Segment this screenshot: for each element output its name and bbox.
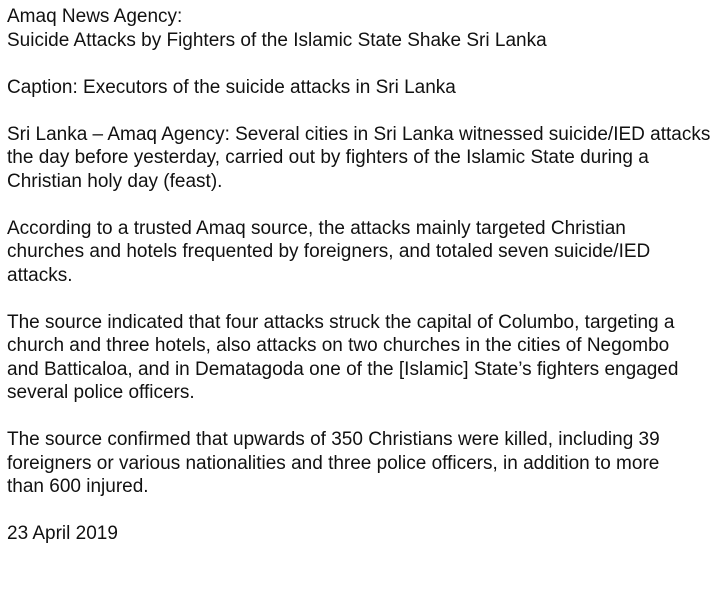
paragraph-3-line: several police officers. bbox=[7, 382, 195, 403]
paragraph-2-line: According to a trusted Amaq source, the attacks mainly targeted Christian bbox=[7, 217, 626, 239]
agency-title: Amaq News Agency: bbox=[7, 6, 183, 27]
paragraph-2-line: attacks. bbox=[7, 264, 73, 286]
caption-paragraph bbox=[7, 76, 723, 100]
paragraph-3-line: and Batticaloa, and in Dematagoda one of the [Islamic] State’s fighters engaged bbox=[7, 358, 679, 380]
caption: Caption: Executors of the suicide attacks in Sri Lanka bbox=[7, 76, 456, 98]
paragraph-1-line: Christian holy day (feast). bbox=[7, 170, 223, 192]
date-paragraph bbox=[7, 522, 723, 546]
paragraph-4-line: than 600 injured. bbox=[7, 476, 149, 497]
date: 23 April 2019 bbox=[7, 523, 118, 544]
paragraph-1-line: Sri Lanka – Amaq Agency: Several cities in Sri Lanka witnessed suicide/IED attacks bbox=[7, 123, 711, 145]
paragraph-4 bbox=[7, 428, 723, 499]
paragraph-1 bbox=[7, 123, 723, 194]
header bbox=[7, 5, 723, 52]
paragraph-4-line: The source confirmed that upwards of 350 Christians were killed, including 39 bbox=[7, 429, 660, 450]
paragraph-2 bbox=[7, 217, 723, 288]
paragraph-4-line: foreigners or various nationalities and three police officers, in addition to more bbox=[7, 452, 660, 474]
paragraph-3-line: The source indicated that four attacks struck the capital of Columbo, targeting a bbox=[7, 311, 675, 333]
paragraph-3-line: church and three hotels, also attacks on two churches in the cities of Negombo bbox=[7, 335, 670, 356]
document-body bbox=[7, 5, 723, 546]
paragraph-2-line: churches and hotels frequented by foreigners, and totaled seven suicide/IED bbox=[7, 241, 651, 262]
headline: Suicide Attacks by Fighters of the Islamic State Shake Sri Lanka bbox=[7, 29, 547, 51]
paragraph-1-line: the day before yesterday, carried out by fighters of the Islamic State during a bbox=[7, 147, 649, 168]
paragraph-3 bbox=[7, 311, 723, 405]
